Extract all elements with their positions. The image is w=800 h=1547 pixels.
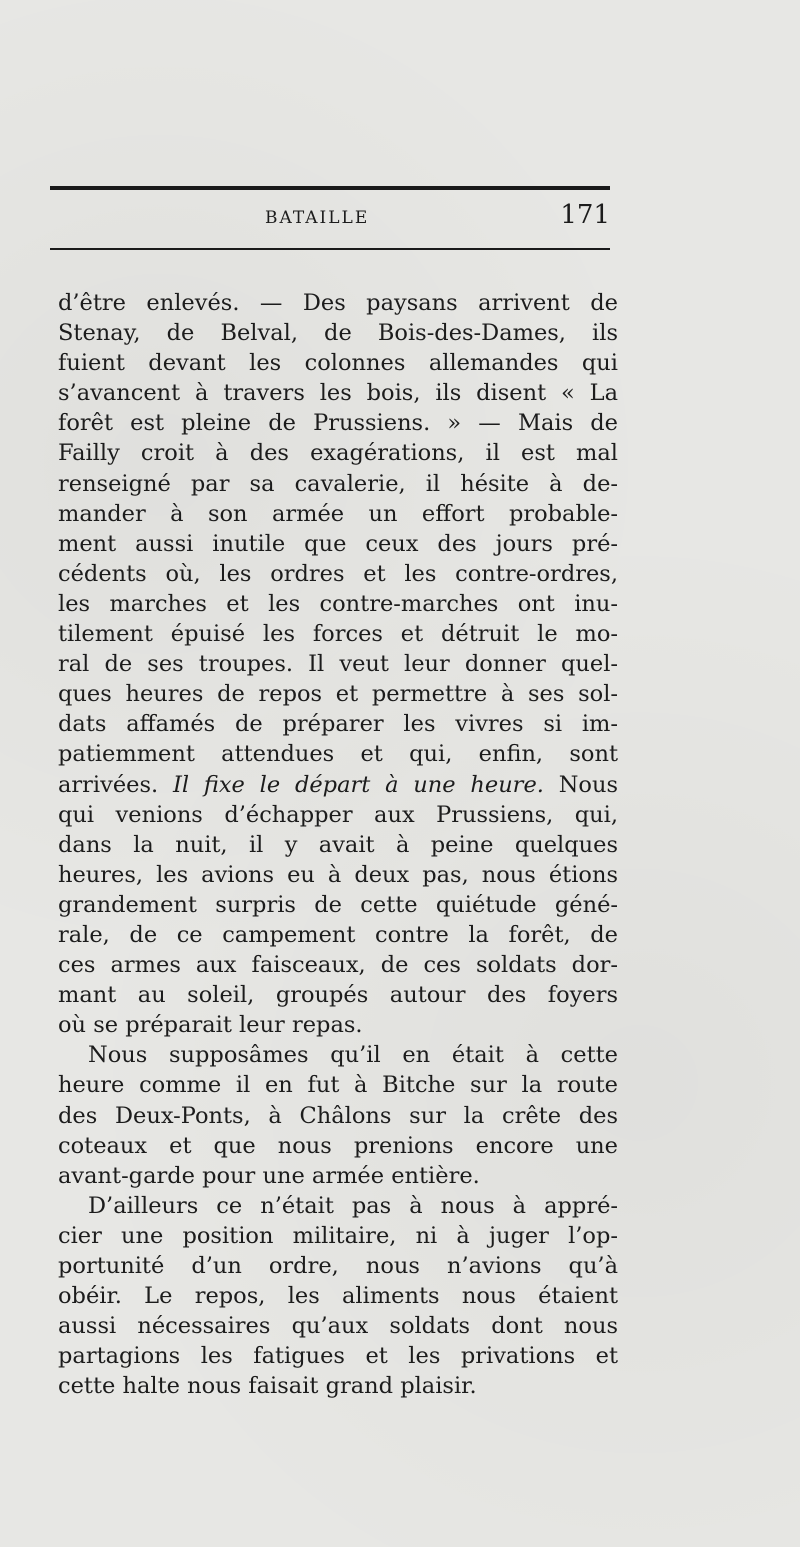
- page-header: [50, 200, 610, 240]
- text-line: grandement surpris de cette quiétude géné-: [58, 891, 618, 918]
- text-line: les marches et les contre-marches ont inu-: [58, 590, 618, 617]
- header-rule-bottom: [50, 248, 610, 250]
- text-line-mixed: [58, 770, 618, 800]
- text-line: heure comme il en fut à Bitche sur la route: [58, 1072, 618, 1099]
- text-segment: arrivées.: [58, 771, 159, 798]
- text-line: rale, de ce campement contre la forêt, de: [58, 921, 618, 948]
- text-line: aussi nécessaires qu’aux soldats dont nous: [58, 1313, 618, 1340]
- header-rule-top: [50, 186, 610, 190]
- text-line: dans la nuit, il y avait à peine quelques: [58, 831, 618, 858]
- text-line: fuient devant les colonnes allemandes qui: [58, 350, 618, 377]
- text-line: cédents où, les ordres et les contre-ordres,: [58, 560, 618, 587]
- italic-phrase: Il fixe le départ à une heure.: [172, 771, 544, 798]
- text-line: avant-garde pour une armée entière.: [58, 1162, 480, 1189]
- text-line: ces armes aux faisceaux, de ces soldats dor-: [58, 952, 618, 979]
- text-line: mant au soleil, groupés autour des foyers: [58, 982, 618, 1009]
- text-line: ment aussi inutile que ceux des jours pré-: [58, 530, 618, 557]
- text-line: Nous supposâmes qu’il en était à cette: [88, 1042, 618, 1069]
- text-line: obéir. Le repos, les aliments nous étaient: [58, 1283, 618, 1310]
- text-segment: Nous: [558, 771, 618, 798]
- text-line: ral de ses troupes. Il veut leur donner quel-: [58, 651, 618, 678]
- page-number: 171: [560, 200, 610, 230]
- text-line: portunité d’un ordre, nous n’avions qu’à: [58, 1253, 618, 1279]
- running-title: BATAILLE: [265, 208, 370, 228]
- text-line: tilement épuisé les forces et détruit le mo-: [58, 621, 618, 648]
- text-line: où se préparait leur repas.: [58, 1012, 363, 1039]
- text-line: partagions les fatigues et les privations et: [58, 1343, 618, 1370]
- text-line: dats affamés de préparer les vivres si im-: [58, 711, 618, 738]
- text-line: cier une position militaire, ni à juger l’op-: [58, 1222, 618, 1249]
- text-line: qui venions d’échapper aux Prussiens, qui,: [58, 801, 618, 828]
- text-line: heures, les avions eu à deux pas, nous étions: [58, 861, 618, 888]
- text-line: D’ailleurs ce n’était pas à nous à appré-: [88, 1192, 618, 1219]
- text-line: Failly croit à des exagérations, il est mal: [58, 440, 618, 467]
- text-line: cette halte nous faisait grand plaisir.: [58, 1373, 477, 1400]
- text-line: ques heures de repos et permettre à ses sol-: [58, 681, 618, 708]
- body-text: [58, 288, 618, 1401]
- text-line: d’être enlevés. — Des paysans arrivent de: [58, 290, 618, 316]
- text-line: s’avancent à travers les bois, ils disent « La: [58, 380, 618, 407]
- text-line: forêt est pleine de Prussiens. » — Mais de: [58, 410, 618, 437]
- text-line: des Deux-Ponts, à Châlons sur la crête des: [58, 1102, 618, 1129]
- text-line: patiemment attendues et qui, enfin, sont: [58, 741, 618, 768]
- text-line: mander à son armée un effort probable-: [58, 500, 618, 527]
- text-line: renseigné par sa cavalerie, il hésite à de-: [58, 470, 618, 497]
- text-line: Stenay, de Belval, de Bois-des-Dames, ils: [58, 320, 618, 347]
- text-line: coteaux et que nous prenions encore une: [58, 1132, 618, 1159]
